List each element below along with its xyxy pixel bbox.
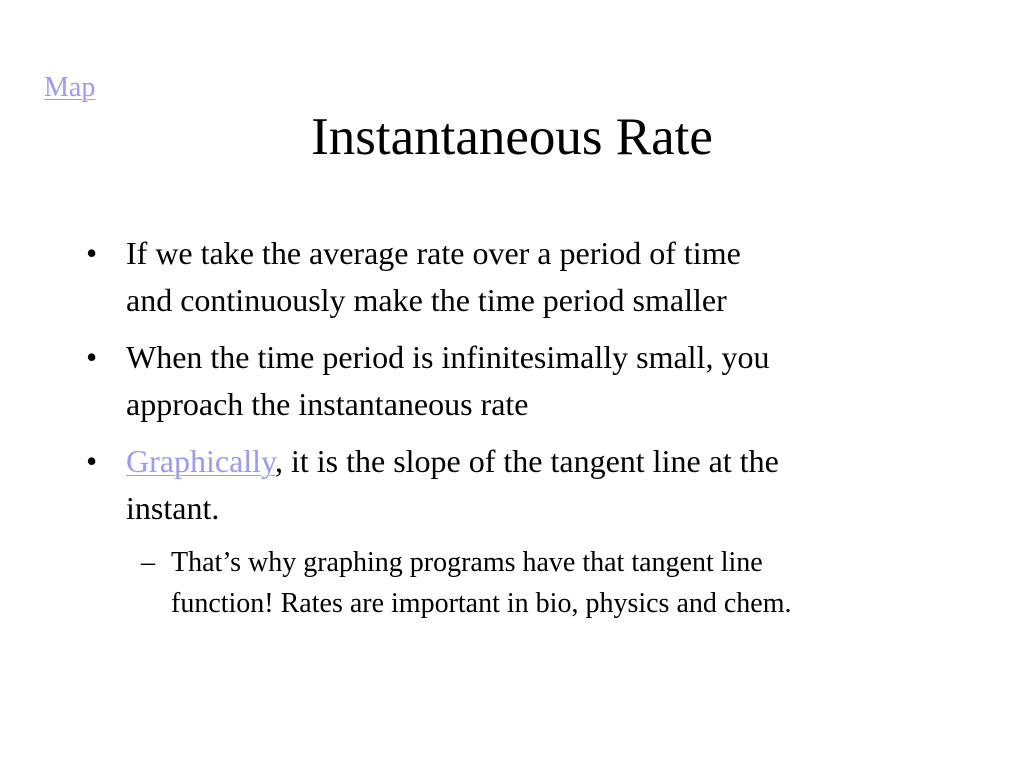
bullet-marker: • [86,235,98,271]
bullet-item-infinitesimal [86,334,956,428]
dash-marker: – [141,547,155,578]
sub-bullet-text-line: function! Rates are important in bio, physics and chem. [171,588,792,619]
bullet-item-average-rate [86,230,956,324]
bullet-text-line: approach the instantaneous rate [126,386,529,422]
bullet-text-line: When the time period is infinitesimally small, you [126,339,770,375]
sub-bullet-text-line: That’s why graphing programs have that tangent line [171,547,763,578]
bullet-list [0,230,1024,624]
bullet-text-line: and continuously make the time period smaller [126,282,727,318]
bullet-marker: • [86,339,98,375]
map-link[interactable]: Map [44,72,96,103]
slide-title: Instantaneous Rate [311,108,713,166]
graphically-link[interactable]: Graphically [126,443,275,479]
sub-bullet-item-tangent [141,542,971,624]
bullet-text-line: instant. [126,490,220,526]
bullet-marker: • [86,443,98,479]
bullet-text-line: , it is the slope of the tangent line at the [274,443,779,479]
bullet-item-graphically [86,438,956,532]
bullet-text-line: If we take the average rate over a period of time [126,235,741,271]
